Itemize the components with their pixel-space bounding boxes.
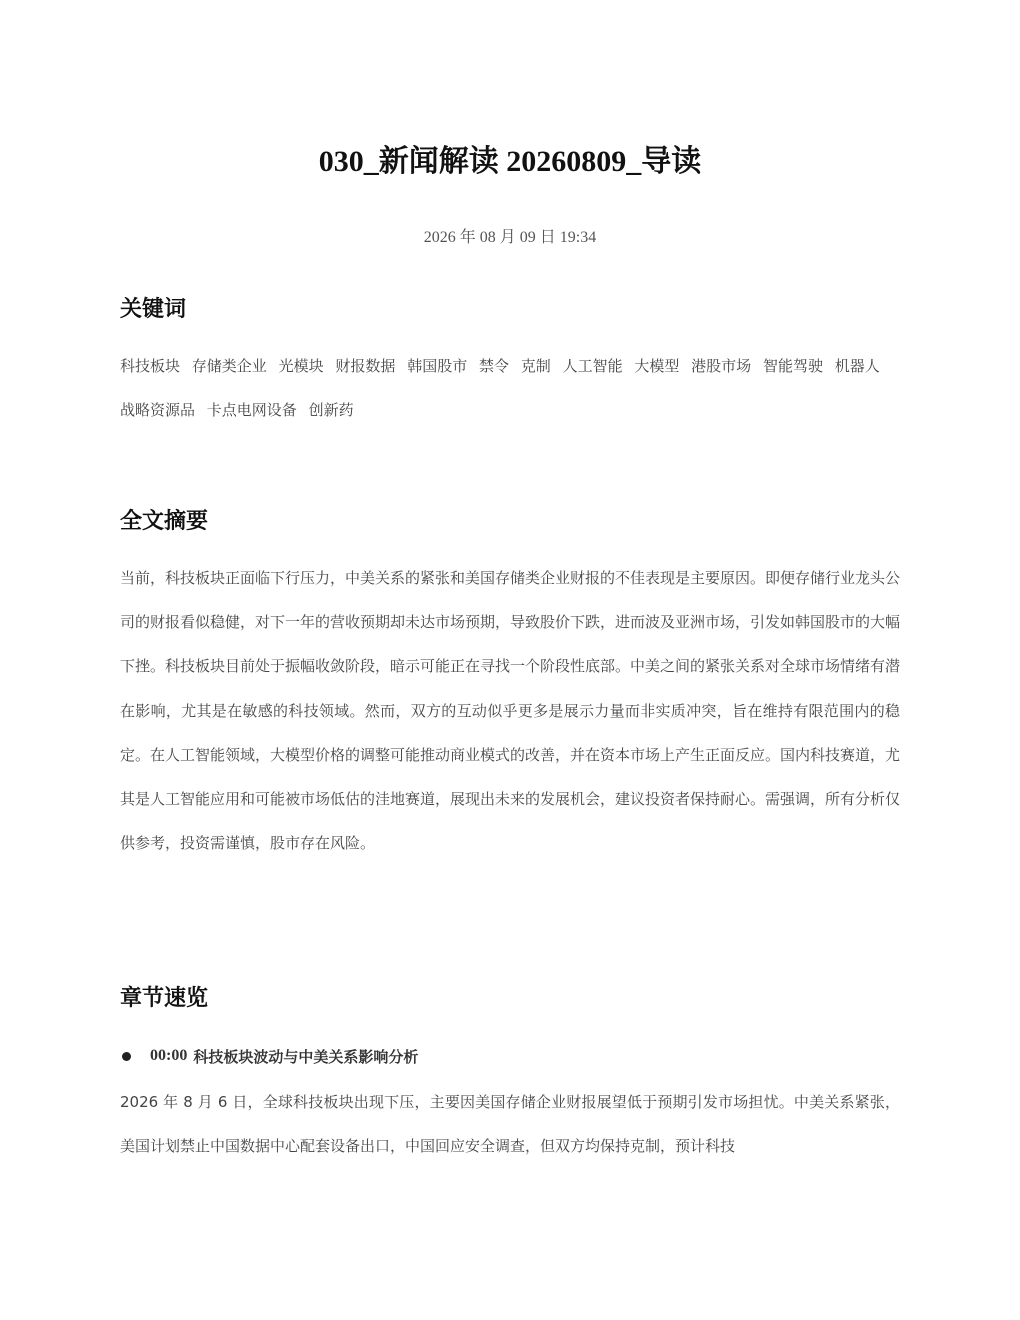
keyword: 人工智能 — [562, 357, 623, 375]
summary-heading: 全文摘要 — [120, 509, 209, 534]
keyword: 韩国股市 — [407, 357, 468, 375]
keyword-list — [120, 344, 900, 432]
chapter-title: 科技板块波动与中美关系影响分析 — [193, 1047, 419, 1066]
chapters-heading: 章节速览 — [120, 986, 209, 1011]
keyword: 智能驾驶 — [762, 357, 823, 375]
document-title: 030_新闻解读 20260809_导读 — [318, 145, 702, 178]
chapter-paragraph: 2026 年 8 月 6 日，全球科技板块出现下压，主要因美国存储企业财报展望低于预期引发市场担忧。中美关系紧张，美国计划禁止中国数据中心配套设备出口，中国回应安全调查，但双方均保持克制，预计科技 — [120, 1093, 900, 1156]
keyword: 克制 — [520, 357, 551, 375]
keyword: 机器人 — [834, 357, 880, 375]
keyword: 科技板块 — [120, 357, 181, 375]
chapter-timestamp: 00:00 — [150, 1047, 188, 1064]
keyword: 卡点电网设备 — [206, 401, 297, 419]
summary-paragraph: 当前，科技板块正面临下行压力，中美关系的紧张和美国存储类企业财报的不佳表现是主要原因。即便存储行业龙头公司的财报看似稳健，对下一年的营收预期却未达市场预期，导致股价下跌，进而波及亚洲市场，引发如韩国股市的大幅下挫。科技板块目前处于振幅收敛阶段，暗示可能正在寻找一个阶段性底部。中美之间的紧张关系对全球市场情绪有潜在影响，尤其是在敏感的科技领域。然而，双方的互动似乎更多是展示力量而非实质冲突，旨在维持有限范围内的稳定。在人工智能领域，大模型价格的调整可能推动商业模式的改善，并在资本市场上产生正面反应。国内科技赛道，尤其是人工智能应用和可能被市场低估的洼地赛道，展现出未来的发展机会，建议投资者保持耐心。需强调，所有分析仅供参考，投资需谨慎，股市存在风险。 — [120, 569, 901, 853]
keyword: 创新药 — [308, 401, 354, 419]
bullet-icon — [122, 1052, 131, 1061]
keyword: 战略资源品 — [120, 401, 196, 419]
chapter-list-item — [120, 1041, 900, 1071]
keyword: 存储类企业 — [191, 357, 267, 375]
keyword: 财报数据 — [335, 357, 396, 375]
keywords-heading: 关键词 — [120, 297, 187, 322]
keyword: 光模块 — [278, 357, 324, 375]
document-date: 2026 年 08 月 09 日 19:34 — [423, 229, 597, 246]
keyword: 禁令 — [478, 357, 509, 375]
keyword: 大模型 — [634, 357, 680, 375]
keyword: 港股市场 — [691, 357, 752, 375]
